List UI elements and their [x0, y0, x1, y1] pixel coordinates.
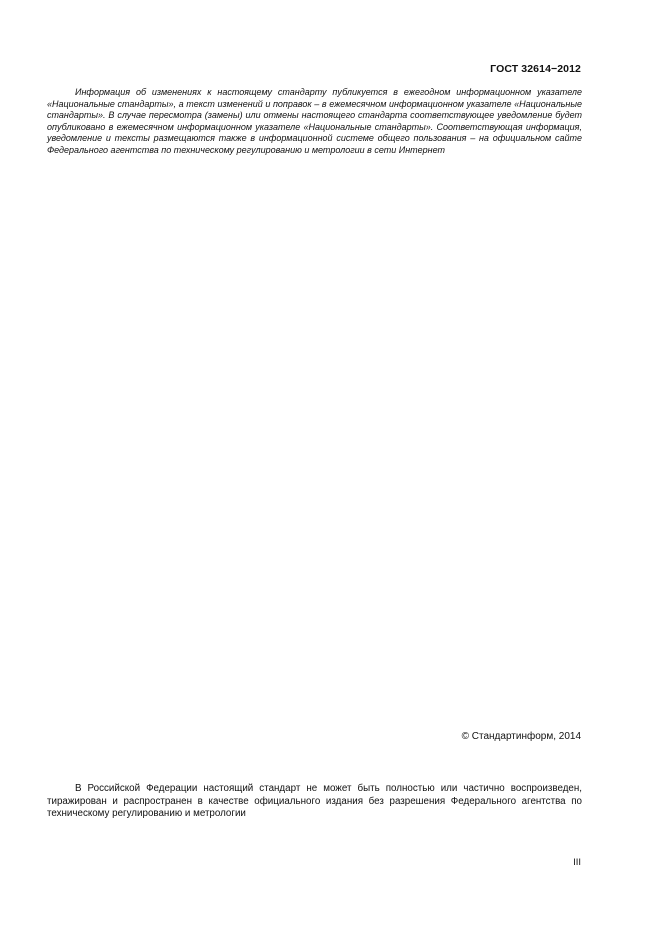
reproduction-restriction-notice: В Российской Федерации настоящий стандарт не может быть полностью или частично воспроизведен, тиражирован и распространен в качестве официального издания без разрешения Федерального агентства по техническому регулированию и метрологии — [47, 783, 582, 820]
document-code: ГОСТ 32614−2012 — [490, 63, 581, 75]
page-number: III — [573, 857, 581, 868]
changes-information-notice: Информация об изменениях к настоящему стандарту публикуется в ежегодном информационном указателе «Национальные стандарты», а текст изменений и поправок – в ежемесячном информационном указателе «Национальные стандарты». В случае пересмотра (замены) или отмены настоящего стандарта соответствующее уведомление будет опубликовано в ежемесячном информационном указателе «Национальные стандарты». Соответствующая информация, уведомление и тексты размещаются также в информационной системе общего пользования – на официальном сайте Федерального агентства по техническому регулированию и метрологии в сети Интернет — [47, 87, 582, 155]
copyright-notice: © Стандартинформ, 2014 — [461, 731, 581, 742]
